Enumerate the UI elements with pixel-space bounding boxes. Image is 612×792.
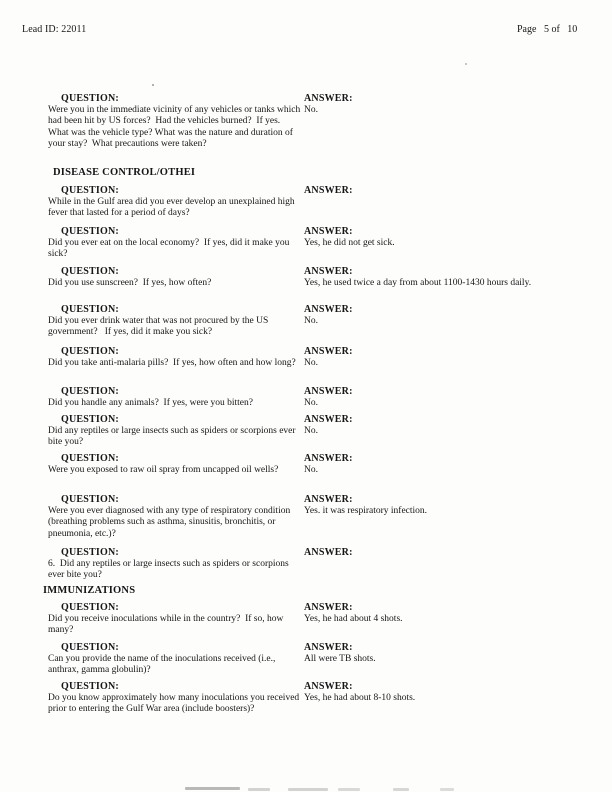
question-label: QUESTION: <box>61 226 119 237</box>
question-text: 6. Did any reptiles or large insects such as spiders or scorpions ever bite you? <box>48 559 292 581</box>
answer-label: ANSWER: <box>304 185 353 196</box>
answer-label: ANSWER: <box>304 602 353 613</box>
answer-label: ANSWER: <box>304 453 353 464</box>
question-label: QUESTION: <box>61 453 119 464</box>
question-label: QUESTION: <box>61 494 119 505</box>
section-heading-disease-control: DISEASE CONTROL/OTHEI <box>53 167 196 178</box>
answer-label: ANSWER: <box>304 414 353 425</box>
answer-text: Yes. it was respiratory infection. <box>304 506 428 516</box>
answer-label: ANSWER: <box>304 346 353 357</box>
answer-text: No. <box>304 358 318 368</box>
answer-label: ANSWER: <box>304 681 353 692</box>
scan-artifact <box>152 84 154 86</box>
answer-text: Yes, he had about 4 shots. <box>304 614 403 624</box>
answer-label: ANSWER: <box>304 266 353 277</box>
question-text: Do you know approximately how many inoculations you received prior to entering the Gulf War area (include boosters)? <box>48 693 302 715</box>
answer-text: Yes, he had about 8-10 shots. <box>304 693 416 703</box>
answer-label: ANSWER: <box>304 93 353 104</box>
question-text: Did you handle any animals? If yes, were you bitten? <box>48 398 253 408</box>
question-label: QUESTION: <box>61 602 119 613</box>
question-text: Did you ever eat on the local economy? If yes, did it make you sick? <box>48 238 292 260</box>
question-label: QUESTION: <box>61 547 119 558</box>
answer-text: No. <box>304 465 318 475</box>
question-text: Were you exposed to raw oil spray from uncapped oil wells? <box>48 465 279 475</box>
scan-artifact <box>248 788 270 791</box>
question-label: QUESTION: <box>61 386 119 397</box>
answer-text: No. <box>304 316 318 326</box>
scan-artifact <box>393 788 409 791</box>
question-text: Can you provide the name of the inoculations received (i.e., anthrax, gamma globulin)? <box>48 654 278 676</box>
answer-text: No. <box>304 398 318 408</box>
scan-artifact <box>185 787 240 790</box>
answer-label: ANSWER: <box>304 642 353 653</box>
question-label: QUESTION: <box>61 185 119 196</box>
question-text: Did you ever drink water that was not procured by the US government? If yes, did it make you sick? <box>48 316 271 338</box>
answer-label: ANSWER: <box>304 494 353 505</box>
answer-label: ANSWER: <box>304 226 353 237</box>
question-text: Did you take anti-malaria pills? If yes, how often and how long? <box>48 358 296 368</box>
scan-artifact <box>288 788 328 791</box>
question-text: Were you in the immediate vicinity of any vehicles or tanks which had been hit by US forces? Had the vehicles burned? If yes. What was the vehicle type? What was the nature and duration of your stay? What precautions were taken? <box>48 105 303 150</box>
answer-text: All were TB shots. <box>304 654 376 664</box>
answer-label: ANSWER: <box>304 547 353 558</box>
scan-artifact <box>440 788 454 791</box>
question-label: QUESTION: <box>61 642 119 653</box>
answer-label: ANSWER: <box>304 386 353 397</box>
section-heading-immunizations: IMMUNIZATIONS <box>43 585 136 596</box>
answer-text: Yes, he did not get sick. <box>304 238 395 248</box>
question-label: QUESTION: <box>61 414 119 425</box>
answer-text: No. <box>304 105 318 115</box>
answer-text: No. <box>304 426 318 436</box>
question-text: While in the Gulf area did you ever develop an unexplained high fever that lasted for a period of days? <box>48 197 298 219</box>
page-number-label: Page 5 of 10 <box>517 24 578 35</box>
scan-artifact <box>338 788 360 791</box>
question-label: QUESTION: <box>61 681 119 692</box>
question-label: QUESTION: <box>61 266 119 277</box>
question-text: Did you receive inoculations while in the country? If so, how many? <box>48 614 286 636</box>
lead-id-label: Lead ID: 22011 <box>22 24 87 35</box>
question-text: Did any reptiles or large insects such as spiders or scorpions ever bite you? <box>48 426 298 448</box>
answer-label: ANSWER: <box>304 304 353 315</box>
question-text: Were you ever diagnosed with any type of respiratory condition (breathing problems such as asthma, sinusitis, bronchitis, or pneumonia, etc.)? <box>48 506 293 539</box>
scan-artifact <box>465 63 467 65</box>
question-label: QUESTION: <box>61 93 119 104</box>
question-label: QUESTION: <box>61 346 119 357</box>
answer-text: Yes, he used twice a day from about 1100-1430 hours daily. <box>304 278 532 288</box>
question-text: Did you use sunscreen? If yes, how often? <box>48 278 212 288</box>
question-label: QUESTION: <box>61 304 119 315</box>
